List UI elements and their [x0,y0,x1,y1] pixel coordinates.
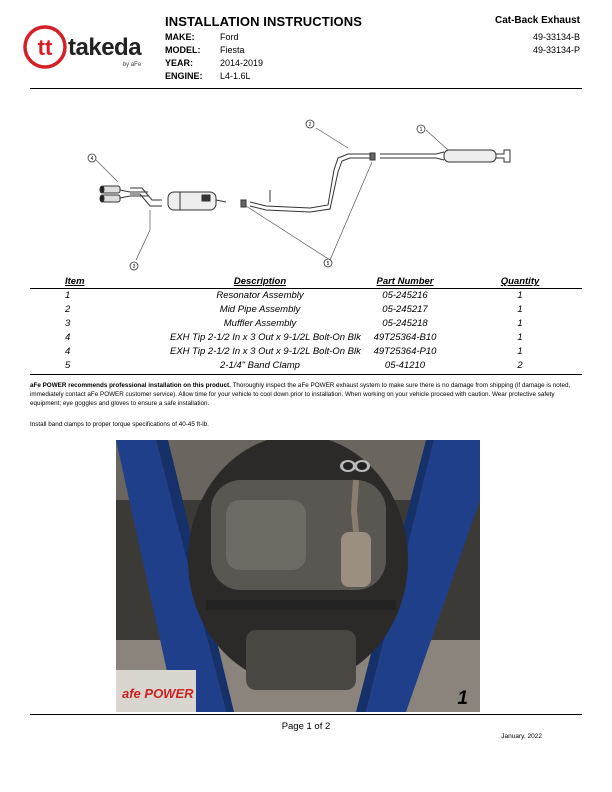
part-number-b: 49-33134-B [532,32,580,42]
spec-make: MAKE: Ford [165,32,239,42]
mid-pipe-drawing [250,154,370,212]
logo-mark: tt [37,35,53,60]
table-row: 4 EXH Tip 2-1/2 In x 3 Out x 9-1/2L Bolt-On Blk 49T25364-B10 1 [65,332,523,343]
resonator-drawing [380,150,510,162]
table-bottom-rule [30,374,582,375]
part-number-p: 49-33134-P [532,45,580,55]
table-row: 4 EXH Tip 2-1/2 In x 3 Out x 9-1/2L Bolt-On Blk 49T25364-P10 1 [65,346,523,357]
takeda-logo [22,24,152,70]
parts-table [30,276,582,374]
table-header: Item Description Part Number Quantity [65,276,540,287]
callout-3: 3 [132,264,136,270]
product-name: Cat-Back Exhaust [494,15,580,26]
page-number: Page 1 of 2 [281,721,331,732]
spec-year: YEAR: 2014-2019 [165,58,264,68]
photo-number: 1 [457,688,468,709]
torque-note: Install band clamps to proper torque specifications of 40-45 ft-lb. [30,421,209,428]
muffler-drawing [168,192,226,210]
table-row: 2 Mid Pipe Assembly 05-245217 1 [65,304,523,315]
footer-rule [30,714,582,715]
table-row: 1 Resonator Assembly 05-245216 1 [65,290,523,301]
exploded-diagram [30,110,582,275]
spec-model: MODEL: Fiesta [165,45,245,55]
callout-2: 2 [308,122,312,128]
callout-5: 5 [326,261,330,267]
header-rule [30,88,582,89]
logo-text: takeda [68,34,142,61]
spec-engine: ENGINE: L4-1.6L [165,71,251,81]
banner-text: afe POWER [122,686,194,701]
callout-4: 4 [90,156,94,162]
safety-notes: aFe POWER recommends professional installation on this product. Thoroughly inspect the aFe POWER exhaust system to make sure there is no damage from shipping (if damage is noted, immediately contact aFe POWER customer service). Allow time for your vehicle to cool down prior to installation. When working on your vehicle proceed with caution. Wear protective safety equipment; eye goggles and gloves to ensure a safe installation. [30,382,571,408]
document-date: January, 2022 [501,733,542,740]
callout-1: 1 [419,127,423,133]
installation-photo [116,440,480,712]
doc-title: INSTALLATION INSTRUCTIONS [165,14,363,29]
logo-sub: by aFe [122,62,142,68]
table-row: 5 2-1/4" Band Clamp 05-41210 2 [65,360,523,371]
table-row: 3 Muffler Assembly 05-245218 1 [65,318,523,329]
